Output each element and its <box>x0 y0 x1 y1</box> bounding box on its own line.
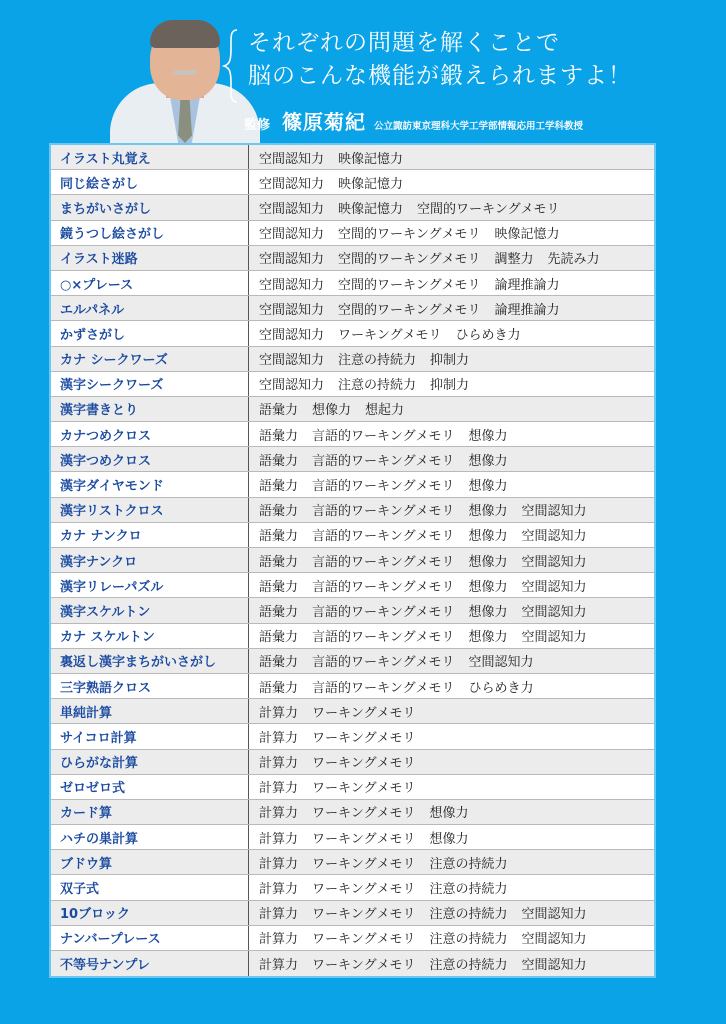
skill-tag: ワーキングメモリ <box>312 932 416 948</box>
brain-skills <box>249 850 654 874</box>
skill-tag: 映像記憶力 <box>338 151 404 167</box>
skill-tag: 想像力 <box>468 554 508 570</box>
puzzle-name: ハチの巣計算 <box>51 825 249 849</box>
table-row <box>51 649 654 674</box>
skill-tag: 空間的ワーキングメモリ <box>338 227 481 243</box>
table-row <box>51 800 654 825</box>
puzzle-name: カナ ナンクロ <box>51 523 249 547</box>
skill-tag: 語彙力 <box>259 403 299 419</box>
skill-tag: 空間認知力 <box>521 907 587 923</box>
table-row <box>51 221 654 246</box>
brain-skills <box>249 195 654 219</box>
skill-tag: 言語的ワーキングメモリ <box>312 630 455 646</box>
table-row <box>51 145 654 170</box>
brain-skills <box>249 800 654 824</box>
supervisor-credit <box>244 106 583 135</box>
skill-tag: 想像力 <box>468 529 508 545</box>
curly-brace-icon <box>222 28 240 104</box>
skill-tag: 空間認知力 <box>259 176 325 192</box>
skill-tag: 空間認知力 <box>259 277 325 293</box>
puzzle-name: イラスト丸覚え <box>51 145 249 169</box>
skill-tag: 語彙力 <box>259 504 299 520</box>
brain-skills <box>249 372 654 396</box>
table-row <box>51 624 654 649</box>
skill-tag: 空間的ワーキングメモリ <box>338 302 481 318</box>
skill-tag: 注意の持続力 <box>429 958 508 974</box>
skill-tag: 空間認知力 <box>521 604 587 620</box>
brain-skills <box>249 145 654 169</box>
skill-tag: 注意の持続力 <box>429 932 508 948</box>
table-row <box>51 926 654 951</box>
header <box>0 0 726 143</box>
skill-tag: 空間認知力 <box>259 151 325 167</box>
photo-mustache <box>173 70 197 75</box>
skill-tag: 空間認知力 <box>521 504 587 520</box>
skill-tag: 計算力 <box>259 756 299 772</box>
skill-tag: 空間認知力 <box>259 201 325 217</box>
skill-tag: 空間認知力 <box>468 655 534 671</box>
skill-tag: 計算力 <box>259 806 299 822</box>
skill-tag: 想像力 <box>312 403 352 419</box>
table-row <box>51 825 654 850</box>
brain-skills <box>249 775 654 799</box>
skill-tag: 計算力 <box>259 932 299 948</box>
skill-tag: 言語的ワーキングメモリ <box>312 655 455 671</box>
table-row <box>51 750 654 775</box>
skill-tag: 空間認知力 <box>521 529 587 545</box>
puzzle-name: 10ブロック <box>51 901 249 925</box>
brain-skills <box>249 598 654 622</box>
skill-tag: ワーキングメモリ <box>312 831 416 847</box>
table-row <box>51 347 654 372</box>
table-row <box>51 372 654 397</box>
skill-tag: 想像力 <box>468 479 508 495</box>
headline-line-1: それぞれの問題を解くことで <box>248 30 560 56</box>
puzzle-name: 漢字ナンクロ <box>51 548 249 572</box>
skill-tag: 注意の持続力 <box>338 378 417 394</box>
skill-tag: 映像記憶力 <box>338 201 404 217</box>
skill-tag: 言語的ワーキングメモリ <box>312 554 455 570</box>
puzzle-name: サイコロ計算 <box>51 724 249 748</box>
skill-tag: ひらめき力 <box>468 680 534 696</box>
skill-tag: 映像記憶力 <box>494 227 560 243</box>
skill-tag: ひらめき力 <box>455 327 521 343</box>
skill-tag: 言語的ワーキングメモリ <box>312 529 455 545</box>
table-row <box>51 850 654 875</box>
skill-tag: 空間的ワーキングメモリ <box>338 277 481 293</box>
skill-tag: 空間認知力 <box>521 630 587 646</box>
puzzle-name: カナ シークワーズ <box>51 347 249 371</box>
skill-tag: 想像力 <box>468 453 508 469</box>
skill-tag: 調整力 <box>494 252 534 268</box>
skill-tag: 語彙力 <box>259 479 299 495</box>
skill-tag: 語彙力 <box>259 655 299 671</box>
puzzle-name: ○×プレース <box>51 271 249 295</box>
skill-tag: 計算力 <box>259 882 299 898</box>
table-row <box>51 548 654 573</box>
skill-tag: 言語的ワーキングメモリ <box>312 453 455 469</box>
skill-tag: 空間認知力 <box>259 327 325 343</box>
photo-hair <box>150 20 220 48</box>
brain-skills <box>249 674 654 698</box>
brain-skills <box>249 221 654 245</box>
brain-skills <box>249 296 654 320</box>
skill-tag: 空間認知力 <box>259 302 325 318</box>
puzzle-name: 漢字リレーパズル <box>51 573 249 597</box>
puzzle-name: エルパネル <box>51 296 249 320</box>
brain-skills <box>249 397 654 421</box>
puzzle-name: まちがいさがし <box>51 195 249 219</box>
brain-skills <box>249 951 654 976</box>
brain-skills <box>249 901 654 925</box>
skill-tag: ワーキングメモリ <box>312 958 416 974</box>
skill-tag: 語彙力 <box>259 630 299 646</box>
skill-tag: 空間的ワーキングメモリ <box>338 252 481 268</box>
skill-tag: ワーキングメモリ <box>312 806 416 822</box>
table-row <box>51 422 654 447</box>
skill-tag: 言語的ワーキングメモリ <box>312 604 455 620</box>
table-row <box>51 674 654 699</box>
brain-skills <box>249 447 654 471</box>
table-row <box>51 901 654 926</box>
skill-tag: 空間認知力 <box>259 252 325 268</box>
skill-tag: 想像力 <box>468 428 508 444</box>
skill-tag: 空間認知力 <box>259 227 325 243</box>
skill-tag: 空間認知力 <box>259 378 325 394</box>
headline <box>248 27 632 93</box>
skill-tag: 言語的ワーキングメモリ <box>312 479 455 495</box>
brain-skills <box>249 271 654 295</box>
skill-tag: 想像力 <box>468 630 508 646</box>
skill-tag: 想像力 <box>429 806 469 822</box>
skill-tag: 想像力 <box>468 579 508 595</box>
skill-tag: 想像力 <box>429 831 469 847</box>
puzzle-name: ブドウ算 <box>51 850 249 874</box>
table-row <box>51 699 654 724</box>
skill-tag: 注意の持続力 <box>429 856 508 872</box>
skill-tag: 語彙力 <box>259 604 299 620</box>
brain-skills <box>249 573 654 597</box>
table-row <box>51 951 654 976</box>
skill-tag: 言語的ワーキングメモリ <box>312 680 455 696</box>
skill-tag: 想像力 <box>468 604 508 620</box>
supervisor-affiliation: 公立諏訪東京理科大学工学部情報応用工学科教授 <box>374 121 584 132</box>
skill-tag: 想像力 <box>468 504 508 520</box>
brain-skills <box>249 699 654 723</box>
brain-skills <box>249 498 654 522</box>
table-row <box>51 246 654 271</box>
brain-skills <box>249 170 654 194</box>
skill-tag: 空間認知力 <box>521 958 587 974</box>
puzzle-name: 漢字シークワーズ <box>51 372 249 396</box>
puzzle-name: 漢字リストクロス <box>51 498 249 522</box>
skill-tag: 語彙力 <box>259 680 299 696</box>
puzzle-name: カード算 <box>51 800 249 824</box>
puzzle-name: ひらがな計算 <box>51 750 249 774</box>
skill-tag: ワーキングメモリ <box>312 756 416 772</box>
supervisor-name: 篠原菊紀 <box>282 110 367 134</box>
table-row <box>51 523 654 548</box>
table-row <box>51 775 654 800</box>
brain-skills <box>249 624 654 648</box>
skill-tag: 計算力 <box>259 831 299 847</box>
puzzle-name: 漢字スケルトン <box>51 598 249 622</box>
table-row <box>51 875 654 900</box>
brain-skills <box>249 548 654 572</box>
skill-tag: 注意の持続力 <box>429 907 508 923</box>
brain-skills <box>249 875 654 899</box>
skill-tag: 言語的ワーキングメモリ <box>312 504 455 520</box>
skill-tag: 語彙力 <box>259 579 299 595</box>
skill-tag: 計算力 <box>259 958 299 974</box>
puzzle-name: カナつめクロス <box>51 422 249 446</box>
puzzle-name: ナンバープレース <box>51 926 249 950</box>
brain-skills <box>249 347 654 371</box>
skill-tag: 空間的ワーキングメモリ <box>417 201 560 217</box>
headline-line-2: 脳のこんな機能が鍛えられますよ！ <box>248 63 632 89</box>
skill-tag: 映像記憶力 <box>338 176 404 192</box>
table-row <box>51 296 654 321</box>
table-row <box>51 447 654 472</box>
brain-skills <box>249 472 654 496</box>
puzzle-name: ゼロゼロ式 <box>51 775 249 799</box>
table-row <box>51 724 654 749</box>
skill-tag: 注意の持続力 <box>429 882 508 898</box>
brain-skills <box>249 926 654 950</box>
brain-skills <box>249 724 654 748</box>
skill-tag: ワーキングメモリ <box>312 730 416 746</box>
table-row <box>51 573 654 598</box>
skill-tag: 空間認知力 <box>521 932 587 948</box>
puzzle-name: 単純計算 <box>51 699 249 723</box>
skill-tag: 計算力 <box>259 907 299 923</box>
skill-tag: 空間認知力 <box>521 579 587 595</box>
brain-skills <box>249 321 654 345</box>
table-row <box>51 321 654 346</box>
skill-tag: 論理推論力 <box>494 302 560 318</box>
puzzle-name: 漢字書きとり <box>51 397 249 421</box>
table-row <box>51 498 654 523</box>
puzzle-name: 裏返し漢字まちがいさがし <box>51 649 249 673</box>
skill-tag: 言語的ワーキングメモリ <box>312 579 455 595</box>
puzzle-name: 鏡うつし絵さがし <box>51 221 249 245</box>
skill-tag: 語彙力 <box>259 554 299 570</box>
brain-skills <box>249 750 654 774</box>
skill-tag: 抑制力 <box>430 378 470 394</box>
supervisor-label: 監修 <box>244 118 271 133</box>
puzzle-name: かずさがし <box>51 321 249 345</box>
table-row <box>51 397 654 422</box>
skill-tag: ワーキングメモリ <box>312 705 416 721</box>
skill-tag: 空間認知力 <box>521 554 587 570</box>
brain-skills <box>249 523 654 547</box>
table-body <box>51 145 654 976</box>
skill-tag: 語彙力 <box>259 428 299 444</box>
puzzle-name: 三字熟語クロス <box>51 674 249 698</box>
skill-tag: 注意の持続力 <box>338 353 417 369</box>
skill-tag: 空間認知力 <box>259 353 325 369</box>
table-row <box>51 170 654 195</box>
puzzle-name: イラスト迷路 <box>51 246 249 270</box>
skill-tag: 先読み力 <box>547 252 600 268</box>
brain-skills <box>249 246 654 270</box>
skill-tag: 計算力 <box>259 730 299 746</box>
puzzle-name: 漢字ダイヤモンド <box>51 472 249 496</box>
puzzle-skills-table <box>49 143 656 978</box>
puzzle-name: 同じ絵さがし <box>51 170 249 194</box>
skill-tag: ワーキングメモリ <box>312 907 416 923</box>
puzzle-name: 漢字つめクロス <box>51 447 249 471</box>
skill-tag: 計算力 <box>259 781 299 797</box>
skill-tag: 想起力 <box>365 403 405 419</box>
table-row <box>51 472 654 497</box>
skill-tag: 論理推論力 <box>494 277 560 293</box>
table-row <box>51 271 654 296</box>
table-row <box>51 598 654 623</box>
puzzle-name: 不等号ナンプレ <box>51 951 249 976</box>
skill-tag: ワーキングメモリ <box>312 781 416 797</box>
skill-tag: 語彙力 <box>259 453 299 469</box>
puzzle-name: 双子式 <box>51 875 249 899</box>
skill-tag: ワーキングメモリ <box>312 882 416 898</box>
skill-tag: 計算力 <box>259 856 299 872</box>
puzzle-name: カナ スケルトン <box>51 624 249 648</box>
brain-skills <box>249 825 654 849</box>
skill-tag: 計算力 <box>259 705 299 721</box>
skill-tag: 言語的ワーキングメモリ <box>312 428 455 444</box>
skill-tag: ワーキングメモリ <box>312 856 416 872</box>
brain-skills <box>249 649 654 673</box>
skill-tag: 抑制力 <box>430 353 470 369</box>
skill-tag: ワーキングメモリ <box>338 327 442 343</box>
brain-skills <box>249 422 654 446</box>
table-row <box>51 195 654 220</box>
skill-tag: 語彙力 <box>259 529 299 545</box>
